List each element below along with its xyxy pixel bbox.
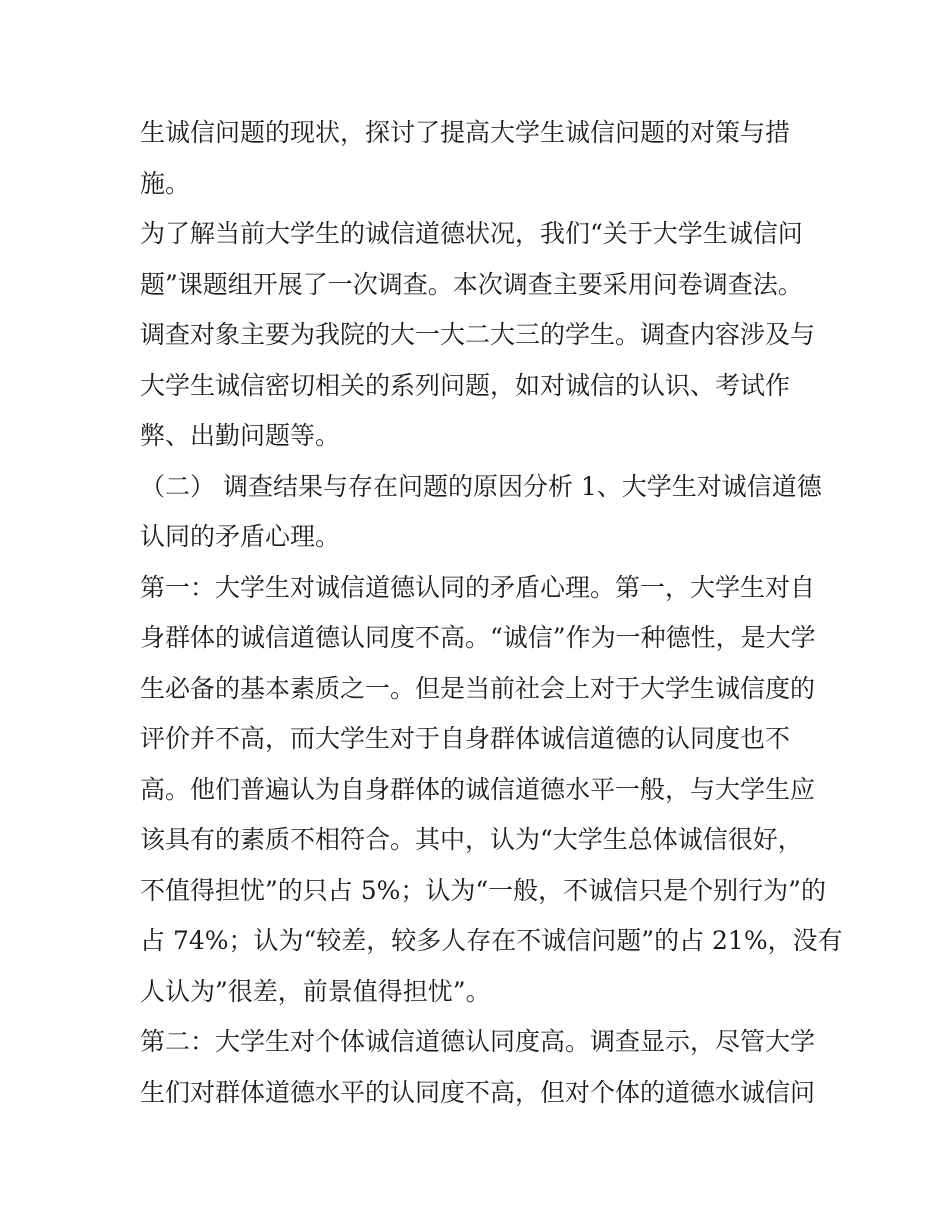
text-line: 该具有的素质不相符合。其中，认为“大学生总体诚信很好， (140, 825, 803, 854)
section-heading-line: 认同的矛盾心理。 (140, 522, 341, 551)
text-line: 题”课题组开展了一次调查。本次调查主要采用问卷调查法。 (140, 269, 803, 299)
text-line: 人认为”很差，前景值得担忧”。 (140, 976, 491, 1006)
text-line: 生们对群体道德水平的认同度不高，但对个体的道德水诚信问 (140, 1077, 816, 1107)
text-line: 大学生诚信密切相关的系列问题，如对诚信的认识、考试作 (140, 370, 791, 400)
text-line: 高。他们普遍认为自身群体的诚信道德水平一般，与大学生应 (140, 774, 816, 804)
text-line: 生必备的基本素质之一。但是当前社会上对于大学生诚信度的 (140, 673, 816, 703)
text-line: 生诚信问题的现状，探讨了提高大学生诚信问题的对策与措 (140, 118, 791, 147)
text-line: 身群体的诚信道德认同度不高。“诚信”作为一种德性，是大学 (140, 623, 816, 652)
body-text (140, 108, 843, 1118)
text-line: 不值得担忧”的只占 5%；认为“一般，不诚信只是个别行为”的 (140, 875, 826, 905)
section-heading-line: （二） 调查结果与存在问题的原因分析 1、大学生对诚信道德 (140, 471, 822, 501)
text-line: 评价并不高，而大学生对于自身群体诚信道德的认同度也不 (140, 724, 791, 753)
text-line: 第一：大学生对诚信道德认同的矛盾心理。第一，大学生对自 (140, 572, 816, 602)
text-line: 弊、出勤问题等。 (140, 421, 341, 450)
text-line: 第二：大学生对个体诚信道德认同度高。调查显示，尽管大学 (140, 1027, 816, 1056)
text-line: 施。 (140, 168, 191, 198)
text-line: 为了解当前大学生的诚信道德状况，我们“关于大学生诚信问 (140, 219, 803, 248)
text-line: 调查对象主要为我院的大一大二大三的学生。调查内容涉及与 (140, 320, 816, 349)
text-line: 占 74%；认为“较差，较多人存在不诚信问题”的占 21%，没有 (140, 926, 843, 955)
